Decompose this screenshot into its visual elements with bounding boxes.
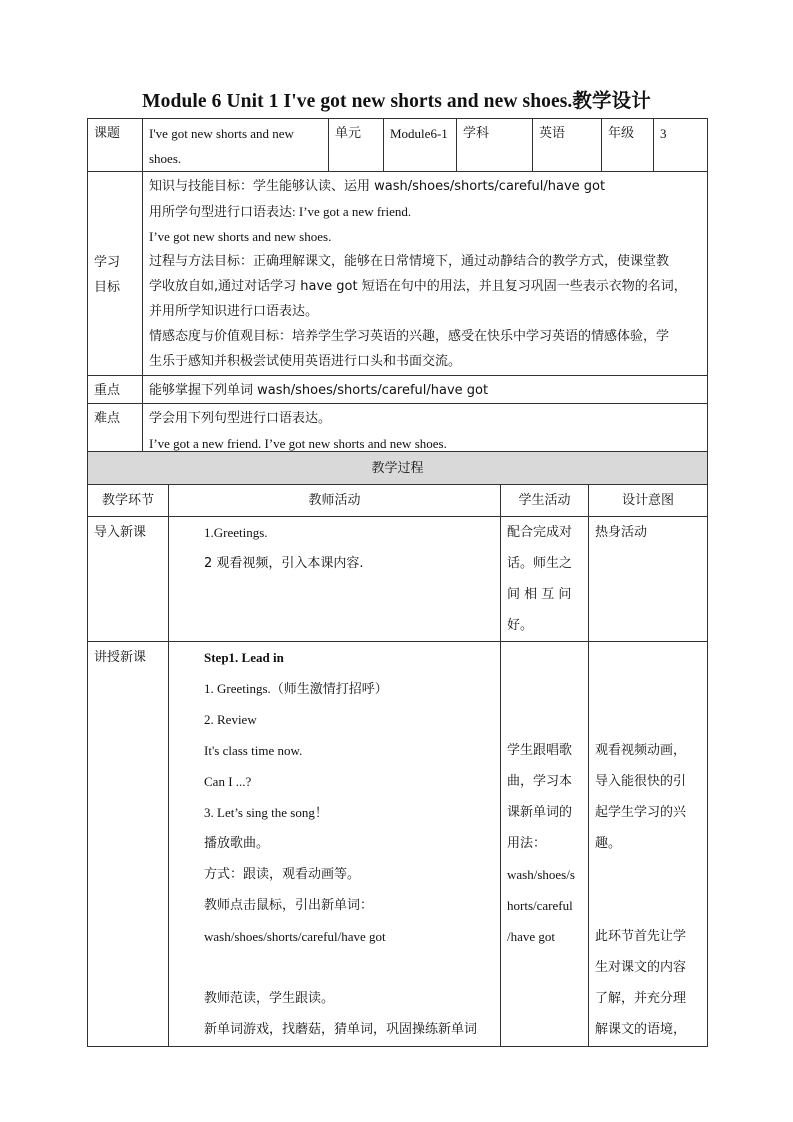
stage-intro: 导入新课 [88,517,169,642]
intent-line: 解课文的语境， [595,1022,687,1037]
col-header-student: 学生活动 [501,485,589,517]
student-line: 好。 [507,618,534,633]
difficult-line: 学会用下列句型进行口语表达。 [149,411,332,426]
lesson-info-table [87,118,708,457]
process-header: 教学过程 [88,452,708,485]
intent-line: 此环节首先让学 [595,929,687,944]
subject-label: 学科 [457,119,533,172]
topic-label: 课题 [88,119,143,172]
subject-value: 英语 [533,119,602,172]
teacher-line: 2. Review [204,712,257,727]
intent-line: 了解，并充分理 [595,991,687,1006]
difficult-line: I’ve got a new friend. I’ve got new shorts and new shoes. [149,436,447,451]
goal-line: 并用所学知识进行口语表达。 [149,304,319,319]
teacher-step: Step1. Lead in [204,650,284,665]
teacher-new [169,642,501,1047]
intent-line: 观看视频动画， [595,743,687,758]
intent-line: 热身活动 [595,525,648,540]
goal-line: 过程与方法目标：正确理解课文，能够在日常情境下，通过动静结合的教学方式，使课堂教 [149,254,670,269]
teacher-line: 方式：跟读，观看动画等。 [204,867,361,882]
goals-label-text: 学习目标 [94,254,121,295]
student-line: 学生跟唱歌 [507,743,573,758]
teacher-intro [169,517,501,642]
teacher-line: 教师点击鼠标，引出新单词： [204,898,374,913]
blank-line [204,952,494,983]
col-header-teacher: 教师活动 [169,485,501,517]
student-line: 间 相 互 问 [507,587,572,602]
teacher-line: 2 观看视频，引入本课内容. [204,556,364,571]
goal-line: 情感态度与价值观目标：培养学生学习英语的兴趣，感受在快乐中学习英语的情感体验，学 [149,329,670,344]
blank-line [595,673,701,704]
blank-line [595,890,701,921]
blank-line [507,704,582,735]
col-header-intent: 设计意图 [589,485,708,517]
student-line: horts/careful [507,898,573,913]
teacher-line: 1.Greetings. [204,525,268,540]
teacher-line: 新单词游戏，找蘑菇，猜单词，巩固操练新单词 [204,1022,478,1037]
blank-line [595,642,701,673]
student-line: 课新单词的 [507,805,573,820]
teaching-process-table [87,451,708,1047]
goal-line: I’ve got new shorts and new shoes. [149,229,332,244]
key-value: 能够掌握下列单词 wash/shoes/shorts/careful/have got [143,376,708,404]
student-line: 曲，学习本 [507,774,573,789]
goals-cell [143,172,708,376]
difficult-label: 难点 [88,404,143,457]
stage-new: 讲授新课 [88,642,169,1047]
topic-value: I've got new shorts and new shoes. [143,119,329,172]
page-title: Module 6 Unit 1 I've got new shorts and new shoes.教学设计 [142,91,651,112]
goal-line: 知识与技能目标：学生能够认读、运用 wash/shoes/shorts/careful/have got [149,179,606,194]
intent-line: 起学生学习的兴 [595,805,687,820]
teacher-line: Can I ...? [204,774,252,789]
student-line: 话。师生之 [507,556,573,571]
goals-label [88,172,143,376]
blank-line [595,704,701,735]
student-new [501,642,589,1047]
key-label: 重点 [88,376,143,404]
student-line: wash/shoes/s [507,867,575,882]
blank-line [507,673,582,704]
teacher-line: 1. Greetings.（师生激情打招呼） [204,681,388,696]
difficult-cell [143,404,708,457]
intent-intro [589,517,708,642]
teacher-line: wash/shoes/shorts/careful/have got [204,929,386,944]
student-line: 用法： [507,836,547,851]
grade-label: 年级 [602,119,654,172]
intent-line: 导入能很快的引 [595,774,687,789]
unit-value: Module6-1 [384,119,457,172]
col-header-stage: 教学环节 [88,485,169,517]
goal-line: 学收放自如,通过对话学习 have got 短语在句中的用法，并且复习巩固一些表示衣物的名词， [149,279,687,294]
teacher-line: It's class time now. [204,743,303,758]
teacher-line: 播放歌曲。 [204,836,270,851]
goal-line: 生乐于感知并积极尝试使用英语进行口头和书面交流。 [149,354,462,369]
student-line: 配合完成对 [507,525,573,540]
goal-line: 用所学句型进行口语表达: I’ve got a new friend. [149,204,412,219]
intent-line: 生对课文的内容 [595,960,687,975]
student-intro [501,517,589,642]
grade-value: 3 [654,119,708,172]
blank-line [507,642,582,673]
intent-line: 趣。 [595,836,622,851]
unit-label: 单元 [329,119,384,172]
intent-new [589,642,708,1047]
teacher-line: 3. Let’s sing the song！ [204,805,328,820]
blank-line [595,859,701,890]
teacher-line: 教师范读，学生跟读。 [204,991,335,1006]
student-line: /have got [507,929,556,944]
